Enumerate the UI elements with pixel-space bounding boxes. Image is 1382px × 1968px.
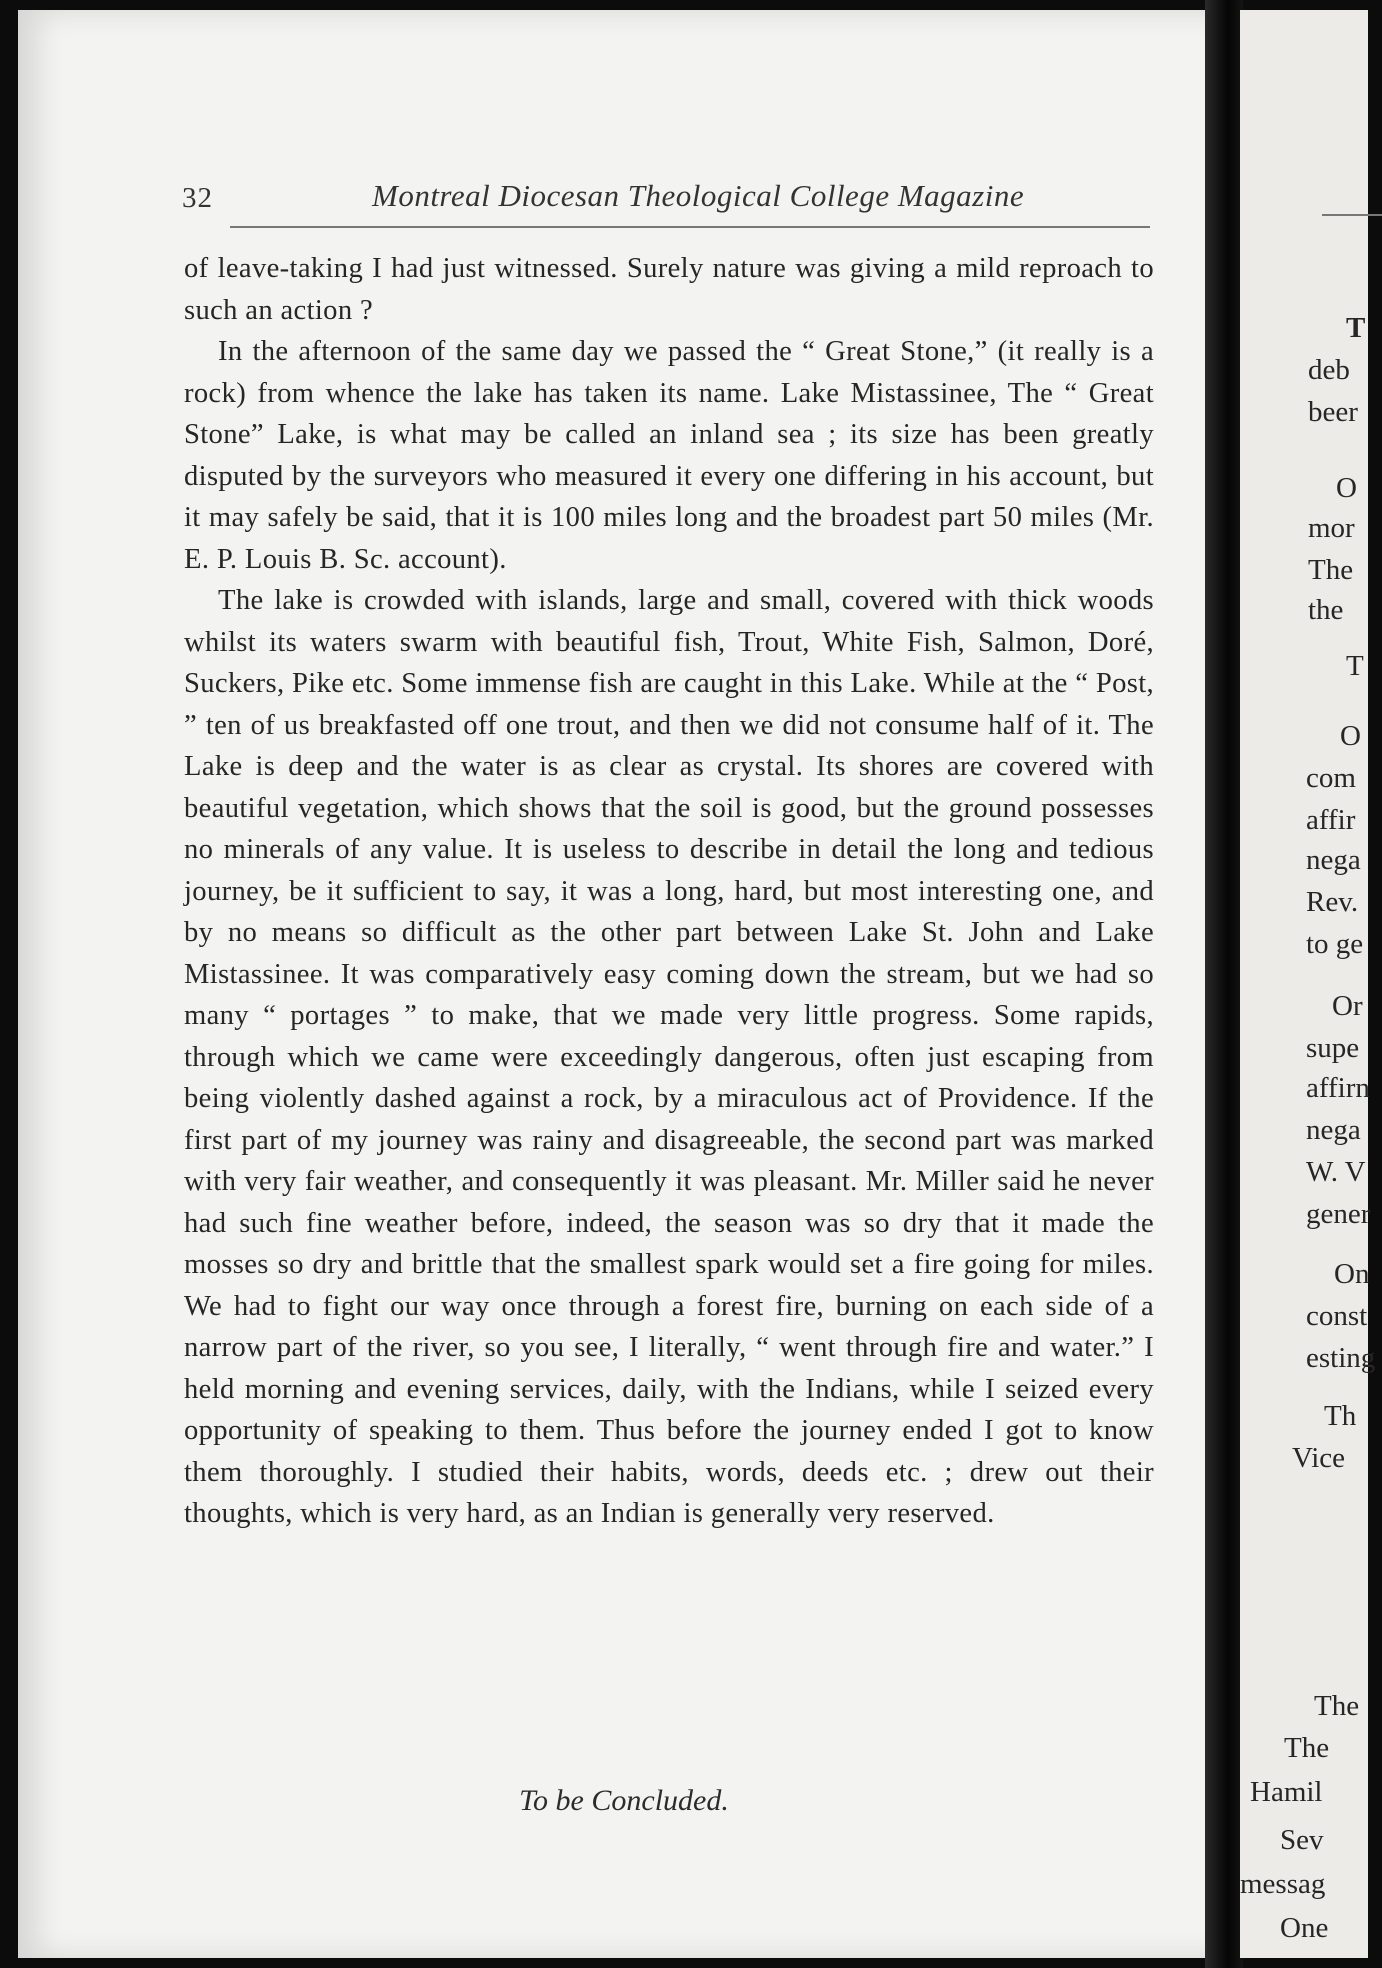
facing-fragment: nega (1306, 1114, 1361, 1146)
facing-fragment: beer (1308, 396, 1358, 428)
to-be-concluded-text: To be Concluded. (519, 1784, 729, 1817)
facing-fragment: Sev (1280, 1824, 1324, 1856)
facing-fragment: The (1314, 1690, 1360, 1722)
facing-page-rule (1322, 214, 1382, 216)
header-rule (230, 226, 1150, 228)
facing-fragment: const (1306, 1300, 1368, 1332)
facing-fragment: supe (1306, 1032, 1360, 1064)
page-header (182, 178, 1162, 218)
facing-fragment: W. V (1306, 1156, 1366, 1188)
facing-fragment: The (1308, 554, 1354, 586)
facing-fragment: deb (1308, 354, 1350, 386)
facing-fragment: T (1346, 312, 1366, 344)
facing-fragment: The (1284, 1732, 1330, 1764)
facing-fragment: gener (1306, 1198, 1371, 1230)
facing-fragment: Vice (1292, 1442, 1346, 1474)
facing-fragment: messag (1240, 1868, 1326, 1900)
facing-fragment: to ge (1306, 928, 1364, 960)
facing-fragment: O (1336, 472, 1357, 504)
facing-fragment: affir (1306, 804, 1356, 836)
facing-fragment: the (1308, 594, 1344, 626)
paragraph: The lake is crowded with islands, large and small, covered with thick woods whilst its waters swarm with beautiful fish, Trout, White Fish, Salmon, Doré, Suckers, Pike etc. Some immense fish are caught in this Lake. While at the “ Post, ” ten of us breakfasted off one trout, and then we did not consume half of it. The Lake is deep and the water is as clear as crystal. Its shores are covered with beautiful vegetation, which shows that the soil is good, but the ground possesses no minerals of any value. It is useless to describe in detail the long and tedious journey, be it sufficient to say, it was a long, hard, but most interesting one, and by no means so difficult as the other part between Lake St. John and Lake Mistassinee. It was comparatively easy coming down the stream, but we had so many “ portages ” to make, that we made very little progress. Some rapids, through which we came were exceedingly dangerous, often just escaping from being violently dashed against a rock, by a miraculous act of Providence. If the first part of my journey was rainy and disagreeable, the second part was marked with very fair weather, and consequently it was pleasant. Mr. Miller said he never had such fine weather before, indeed, the season was so dry that it made the mosses so dry and brittle that the smallest spark would set a fire going for miles. We had to fight our way once through a forest fire, burning on each side of a narrow part of the river, so you see, I literally, “ went through fire and water.” I held morning and evening services, daily, with the Indians, while I seized every opportunity of speaking to them. Thus before the journey ended I got to know them thoroughly. I studied their habits, words, deeds etc. ; drew out their thoughts, which is very hard, as an Indian is generally very reserved. (184, 585, 1154, 1529)
paragraph: of leave-taking I had just witnessed. Surely nature was giving a mild reproach to such an action ? (184, 253, 1154, 326)
book-gutter (1205, 0, 1243, 1968)
page-number: 32 (182, 182, 213, 214)
facing-fragment: nega (1306, 844, 1361, 876)
facing-fragment: Hamil (1250, 1776, 1323, 1808)
facing-page (1240, 10, 1376, 1958)
facing-fragment: Rev. (1306, 886, 1359, 918)
facing-fragment: esting (1306, 1342, 1376, 1374)
paragraph: In the afternoon of the same day we passed the “ Great Stone,” (it really is a rock) from whence the lake has taken its name. Lake Mistassinee, The “ Great Stone” Lake, is what may be called an inland sea ; its size has been greatly disputed by the surveyors who measured it every one differing in his account, but it may safely be said, that it is 100 miles long and the broadest part 50 miles (Mr. E. P. Louis B. Sc. account). (184, 336, 1154, 575)
running-title: Montreal Diocesan Theological College Magazine (372, 178, 1025, 213)
facing-fragment: com (1306, 762, 1356, 794)
facing-fragment: O (1340, 720, 1361, 752)
to-be-concluded (0, 1784, 1368, 1818)
facing-fragment: Th (1324, 1400, 1357, 1432)
article-body (184, 248, 1154, 1535)
facing-fragment: mor (1308, 512, 1355, 544)
facing-fragment: One (1280, 1912, 1329, 1944)
facing-fragment: Or (1332, 990, 1363, 1022)
facing-fragment: On (1334, 1258, 1370, 1290)
facing-fragment: affirn (1306, 1072, 1370, 1104)
facing-fragment: T (1346, 650, 1364, 682)
